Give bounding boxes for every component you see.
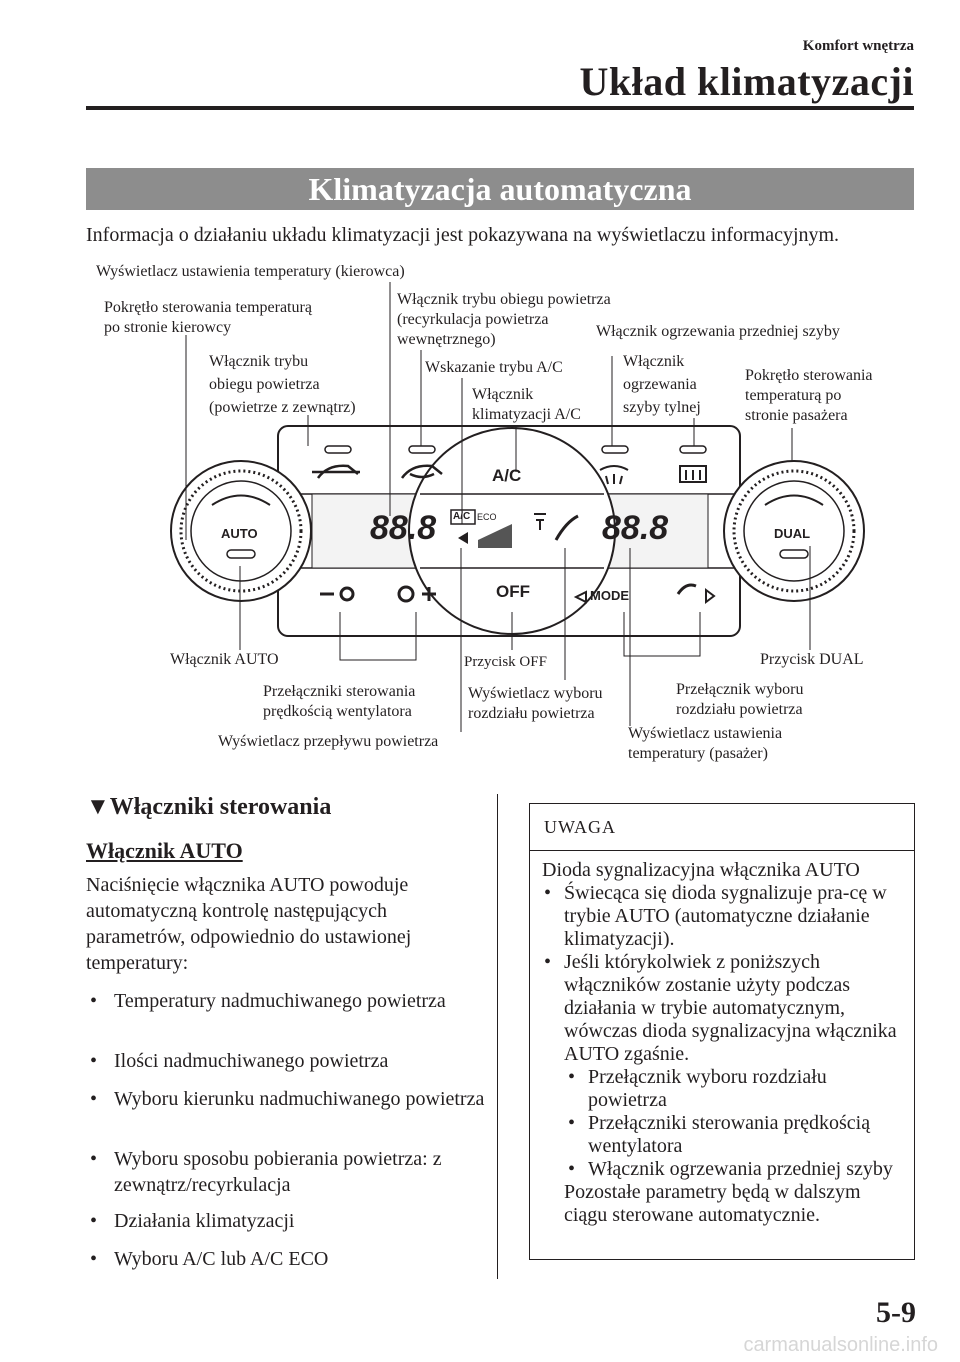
column-divider (497, 794, 498, 1279)
chapter-title: Układ klimatyzacji (579, 59, 914, 104)
note-sub-bullet: • Włącznik ogrzewania przedniej szyby (568, 1158, 893, 1180)
note-bullet: • Świecąca się dioda sygnalizuje pra-cę w trybie AUTO (automatyczne działanie klimatyzacji). (544, 882, 887, 950)
label-off-button: Przycisk OFF (464, 654, 547, 670)
note-title: UWAGA (530, 804, 914, 851)
label-auto-switch: Włącznik AUTO (170, 651, 279, 668)
label-rear-defrost: Włącznik ogrzewania szyby tylnej (623, 353, 701, 416)
note-sub-bullet: • Przełączniki sterowania prędkością wentylatora (568, 1112, 871, 1157)
auto-paragraph: Naciśnięcie włącznika AUTO powoduje automatyczną kontrolę następujących parametrów, odpowiednio do ustawionej temperatury: (86, 874, 412, 974)
note-bullet: • Jeśli którykolwiek z poniższych włączników zostanie użyty podczas działania w trybie automatycznym, wówczas dioda sygnalizacyjna włącznika AUTO zgaśnie. (544, 951, 897, 1065)
label-temp-knob-driver: Pokrętło sterowania temperaturą po stronie kierowcy (104, 299, 312, 336)
intro-text: Informacja o działaniu układu klimatyzacji jest pokazywana na wyświetlaczu informacyjnym. (86, 224, 840, 246)
ac-button-label: A/C (492, 466, 522, 485)
list-item: • Działania klimatyzacji (90, 1210, 295, 1232)
ac-indicator-label: A/C (453, 511, 471, 522)
label-dual-button: Przycisk DUAL (760, 651, 864, 668)
label-ac-mode-indicator: Wskazanie trybu A/C (425, 359, 563, 376)
note-sub-bullet: • Przełącznik wyboru rozdziału powietrza (568, 1066, 827, 1111)
section-banner: Klimatyzacja automatyczna (86, 168, 914, 210)
mode-button-label: MODE (590, 588, 629, 603)
label-ac-switch: Włącznik klimatyzacji A/C (472, 386, 581, 423)
label-front-defrost: Włącznik ogrzewania przedniej szyby (596, 323, 840, 340)
label-temp-display-driver: Wyświetlacz ustawienia temperatury (kierowca) (96, 263, 405, 280)
label-mode-switch: Przełącznik wyboru rozdziału powietrza (676, 681, 804, 718)
list-item: • Wyboru A/C lub A/C ECO (90, 1248, 329, 1270)
section-title: ▼Włączniki sterowania (86, 794, 332, 820)
passenger-temp-display: 88.8 (602, 509, 669, 547)
triangle-marker-icon: ▼ (86, 794, 110, 820)
subsection-title: Włącznik AUTO (86, 838, 243, 863)
driver-temp-display: 88.8 (370, 509, 437, 547)
eco-indicator-label: ECO (477, 512, 497, 522)
section-header: Komfort wnętrza (802, 38, 914, 54)
list-item: • Wyboru kierunku nadmuchiwanego powietrza (90, 1088, 485, 1110)
list-item: • Ilości nadmuchiwanego powietrza (90, 1050, 389, 1072)
label-mode-display: Wyświetlacz wyboru rozdziału powietrza (468, 685, 603, 722)
list-item: • Wyboru sposobu pobierania powietrza: z zewnątrz/recyrkulacja (90, 1148, 442, 1196)
list-item: • Temperatury nadmuchiwanego powietrza (90, 990, 446, 1012)
off-button-label: OFF (496, 582, 530, 601)
label-fan-switches: Przełączniki sterowania prędkością wentylatora (263, 683, 416, 720)
auto-button-label: AUTO (221, 526, 258, 541)
note-outro: Pozostałe parametry będą w dalszym ciągu sterowane automatycznie. (564, 1181, 861, 1226)
watermark: carmanualsonline.info (743, 1334, 938, 1356)
dual-button-label: DUAL (774, 526, 811, 541)
label-airflow-display: Wyświetlacz przepływu powietrza (218, 733, 439, 750)
note-intro: Dioda sygnalizacyjna włącznika AUTO (542, 859, 860, 881)
label-outside-air: Włącznik trybu obiegu powietrza (powietrze z zewnątrz) (209, 353, 356, 416)
label-temp-knob-passenger: Pokrętło sterowania temperaturą po stronie pasażera (745, 367, 873, 424)
label-temp-display-passenger: Wyświetlacz ustawienia temperatury (pasażer) (628, 725, 783, 762)
note-box (529, 803, 915, 1260)
page-number: 5-9 (876, 1296, 916, 1329)
label-recirculation: Włącznik trybu obiegu powietrza (recyrkulacja powietrza wewnętrznego) (397, 291, 611, 348)
